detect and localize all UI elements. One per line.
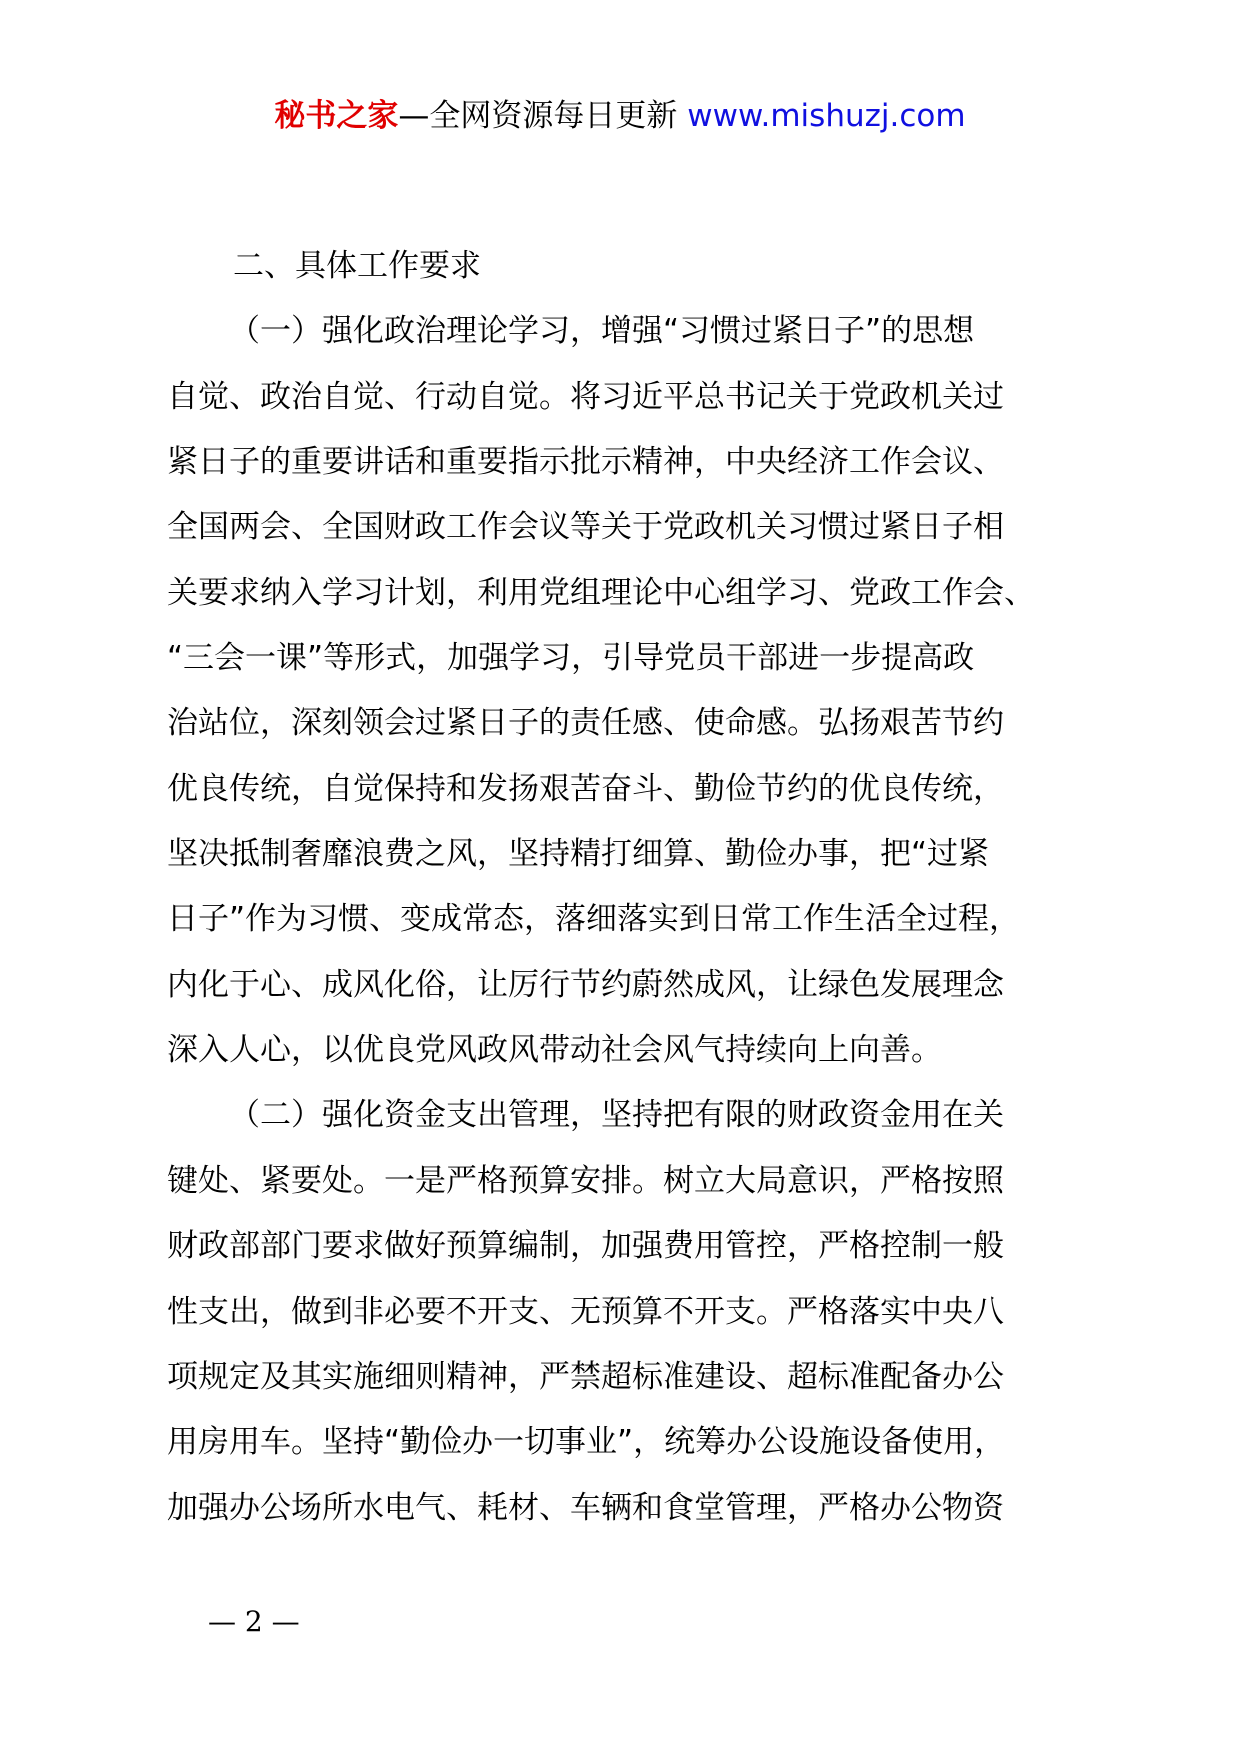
paragraph-line: （二）强化资金支出管理，坚持把有限的财政资金用在关 [229,1097,1004,1134]
paragraph-line: 性支出，做到非必要不开支、无预算不开支。严格落实中央八 [167,1293,1004,1330]
section-heading: 二、具体工作要求 [233,248,481,284]
paragraph-line: 紧日子的重要讲话和重要指示批示精神，中央经济工作会议、 [167,444,1004,481]
paragraph-line: 深入人心，以优良党风政风带动社会风气持续向上向善。 [167,1032,942,1069]
paragraph-line: 坚决抵制奢靡浪费之风，坚持精打细算、勤俭办事，把“过紧 [167,836,990,873]
paragraph-line: 全国两会、全国财政工作会议等关于党政机关习惯过紧日子相 [167,509,1004,546]
paragraph-line: 优良传统，自觉保持和发扬艰苦奋斗、勤俭节约的优良传统， [167,770,1004,807]
page-number: — 2 — [208,1605,300,1638]
paragraph-line: 用房用车。坚持“勤俭办一切事业”，统筹办公设施设备使用， [167,1424,1006,1461]
paragraph-line: （一）强化政治理论学习，增强“习惯过紧日子”的思想 [229,313,975,350]
paragraph-line: 内化于心、成风化俗，让厉行节约蔚然成风，让绿色发展理念 [167,966,1004,1003]
banner-tagline: —全网资源每日更新 [398,98,688,134]
banner-brand: 秘书之家 [274,98,399,134]
paragraph-line: 加强办公场所水电气、耗材、车辆和食堂管理，严格办公物资 [167,1489,1004,1526]
paragraph-line: 自觉、政治自觉、行动自觉。将习近平总书记关于党政机关过 [167,378,1004,415]
banner-url-link[interactable]: www.mishuzj.com [687,98,966,134]
paragraph-line: 财政部部门要求做好预算编制，加强费用管控，严格控制一般 [167,1228,1004,1265]
paragraph-line: 关要求纳入学习计划，利用党组理论中心组学习、党政工作会、 [167,574,1035,611]
paragraph-line: “三会一课”等形式，加强学习，引导党员干部进一步提高政 [167,640,975,677]
paragraph-line: 项规定及其实施细则精神，严禁超标准建设、超标准配备办公 [167,1358,1004,1395]
document-body [167,242,1103,1549]
site-banner [0,96,1240,136]
paragraph-line: 日子”作为习惯、变成常态，落细落实到日常工作生活全过程， [167,901,1021,938]
paragraph-line: 键处、紧要处。一是严格预算安排。树立大局意识，严格按照 [167,1162,1004,1199]
paragraph-line: 治站位，深刻领会过紧日子的责任感、使命感。弘扬艰苦节约 [167,705,1004,742]
